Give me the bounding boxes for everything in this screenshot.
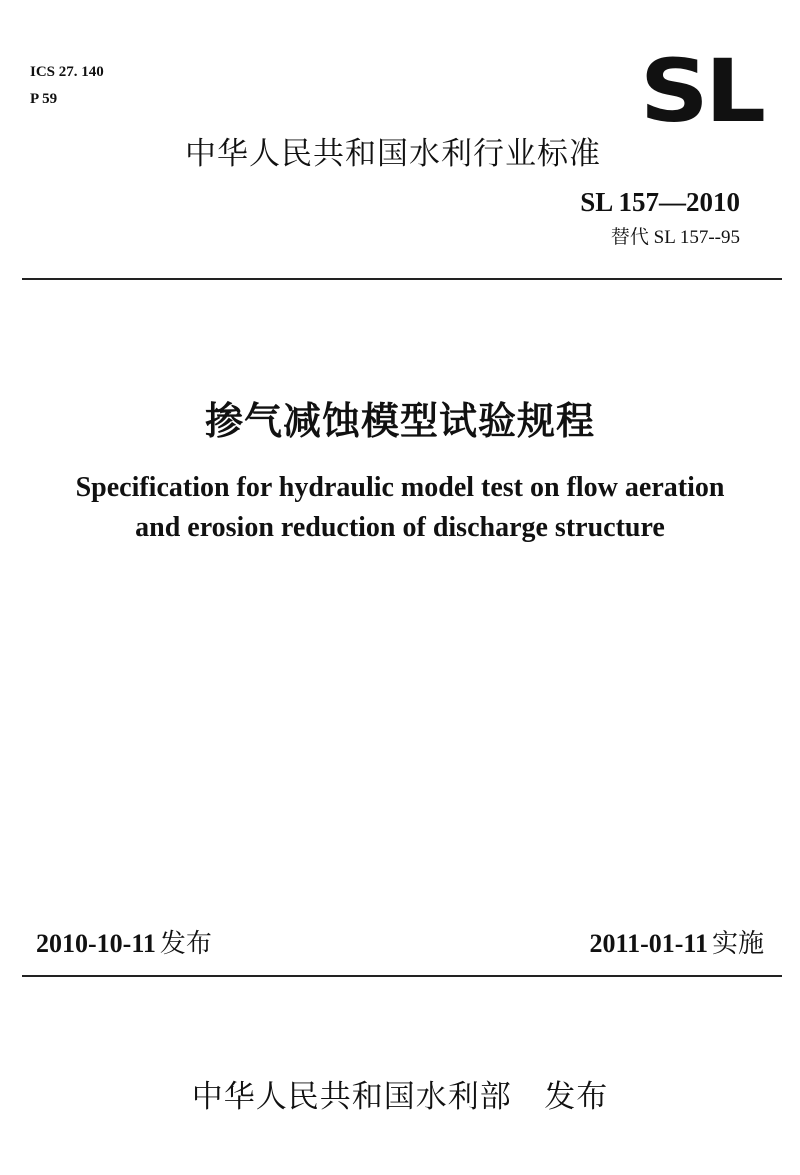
issue-date-label: 发布 <box>159 929 212 959</box>
issue-date-value: 2010-10-11 <box>36 929 156 958</box>
implementation-date <box>590 927 764 961</box>
implementation-date-value: 2011-01-11 <box>589 929 708 958</box>
english-title-line-2: and erosion reduction of discharge structure <box>135 512 665 543</box>
top-divider <box>22 278 782 280</box>
p-code: P 59 <box>30 91 58 107</box>
industry-standard-title: 中华人民共和国水利行业标准 <box>185 136 601 172</box>
implementation-date-label: 实施 <box>711 929 764 959</box>
publisher-line <box>0 1077 800 1117</box>
bottom-divider <box>22 975 782 977</box>
sl-logo: SL <box>639 40 762 142</box>
issue-date <box>36 927 212 961</box>
english-title-line-1: Specification for hydraulic model test on flow aeration <box>75 472 725 503</box>
publisher-name: 中华人民共和国水利部 <box>191 1079 512 1115</box>
replaces-standard: 替代 SL 157--95 <box>610 227 740 248</box>
publish-label: 发布 <box>544 1079 609 1115</box>
ics-code: ICS 27. 140 <box>30 64 104 80</box>
chinese-title: 掺气减蚀模型试验规程 <box>204 399 595 443</box>
standard-number: SL 157—2010 <box>580 187 740 217</box>
